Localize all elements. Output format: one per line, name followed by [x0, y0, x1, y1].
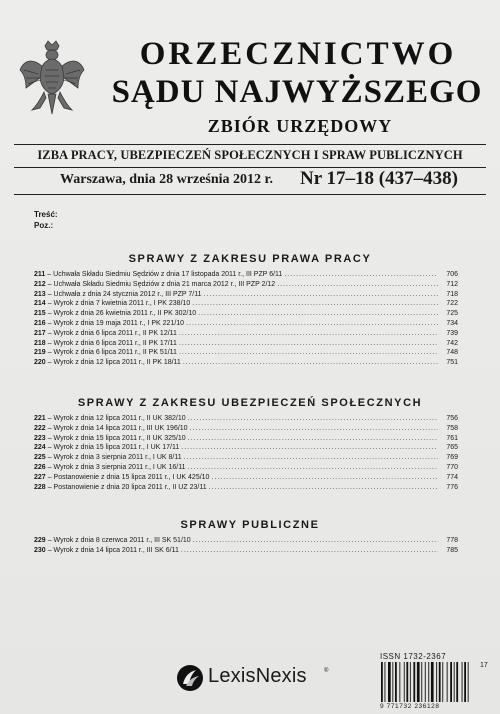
item-page: 734 [446, 319, 458, 327]
item-text: – Uchwała Składu Siedmiu Sędziów z dnia 17 listopada 2011 r., III PZP 6/11 [47, 271, 283, 278]
list-item[interactable] [34, 415, 458, 425]
publisher-logo-text: LexisNexis [208, 665, 307, 687]
list-item[interactable] [34, 425, 458, 435]
leader-dots [179, 330, 438, 337]
item-number: 218 [34, 339, 46, 347]
list-item[interactable] [34, 484, 458, 494]
item-number: 219 [34, 349, 46, 357]
list-item[interactable] [34, 444, 458, 454]
list-item[interactable] [34, 359, 458, 369]
leader-dots [284, 271, 438, 278]
item-text: – Wyrok z dnia 19 maja 2011 r., I PK 221/10 [47, 319, 185, 327]
leader-dots [183, 359, 438, 366]
item-page: 751 [446, 359, 458, 367]
item-number: 213 [34, 290, 46, 298]
item-number: 214 [34, 300, 46, 308]
journal-title-line2: SĄDU NAJWYŻSZEGO [111, 74, 483, 110]
leader-dots [181, 547, 438, 554]
journal-subtitle: ZBIÓR URZĘDOWY [207, 116, 393, 136]
leader-dots [179, 349, 438, 356]
leader-dots [188, 464, 439, 471]
item-page: 770 [446, 463, 458, 471]
list-item[interactable] [34, 320, 458, 330]
item-page: 761 [446, 434, 458, 442]
item-page: 706 [446, 271, 458, 278]
list-item[interactable] [34, 474, 458, 484]
item-number: 211 [34, 271, 46, 278]
list-item[interactable] [34, 300, 458, 310]
item-text: – Wyrok z dnia 15 lipca 2011 r., I UK 17/11 [47, 444, 180, 452]
item-page: 785 [446, 546, 458, 554]
section-title-labour-law: SPRAWY Z ZAKRESU PRAWA PRACY [128, 253, 372, 265]
item-text: – Wyrok z dnia 3 sierpnia 2011 r., I UK 16/11 [47, 463, 186, 471]
leader-dots [188, 435, 438, 442]
item-text: – Postanowienie z dnia 20 lipca 2011 r., II UZ 23/11 [47, 483, 207, 491]
item-number: 224 [34, 444, 46, 452]
leader-dots [179, 340, 438, 347]
issn-label: ISSN 1732-2367 [380, 652, 447, 661]
toc-header [34, 209, 58, 231]
item-text: – Wyrok z dnia 6 lipca 2011 r., II PK 17/11 [47, 339, 177, 347]
item-text: – Uchwała Składu Siedmiu Sędziów z dnia 21 marca 2012 r., III PZP 2/12 [47, 280, 276, 288]
item-number: 227 [34, 473, 46, 481]
item-page: 712 [446, 280, 458, 288]
item-text: – Wyrok z dnia 6 lipca 2011 r., II PK 12/11 [47, 329, 177, 337]
item-number: 225 [34, 454, 46, 462]
item-text: – Uchwała z dnia 24 stycznia 2012 r., III PZP 7/11 [47, 290, 202, 298]
item-page: 718 [446, 290, 458, 298]
registered-mark: ® [324, 668, 329, 674]
item-page: 748 [446, 349, 458, 357]
leader-dots [188, 415, 438, 422]
list-item[interactable] [34, 340, 458, 350]
item-number: 215 [34, 310, 46, 318]
item-number: 220 [34, 359, 46, 367]
polish-eagle-emblem-icon [18, 40, 86, 118]
item-number: 229 [34, 537, 46, 544]
list-item[interactable] [34, 537, 458, 547]
list-item[interactable] [34, 281, 458, 291]
leader-dots [186, 320, 438, 327]
item-page: 778 [446, 537, 458, 544]
item-page: 774 [446, 473, 458, 481]
header-rule-bottom [14, 194, 486, 195]
item-number: 230 [34, 546, 46, 554]
item-text: – Wyrok z dnia 12 lipca 2011 r., II PK 18/11 [47, 359, 181, 367]
item-text: – Wyrok z dnia 12 lipca 2011 r., II UK 382/10 [47, 415, 186, 422]
barcode-issue-number: 17 [480, 662, 488, 669]
list-item[interactable] [34, 435, 458, 445]
section-title-public-matters: SPRAWY PUBLICZNE [180, 519, 320, 531]
leader-dots [181, 444, 438, 451]
list-item[interactable] [34, 464, 458, 474]
section-list-public-matters [34, 537, 458, 557]
item-text: – Wyrok z dnia 26 kwietnia 2011 r., II PK 302/10 [47, 310, 197, 318]
item-page: 722 [446, 300, 458, 308]
leader-dots [277, 281, 438, 288]
list-item[interactable] [34, 271, 458, 281]
item-number: 221 [34, 415, 46, 422]
chamber-name: IZBA PRACY, UBEZPIECZEŃ SPOŁECZNYCH I SPRAW PUBLICZNYCH [37, 148, 463, 162]
list-item[interactable] [34, 547, 458, 557]
item-page: 742 [446, 339, 458, 347]
item-number: 216 [34, 319, 46, 327]
item-number: 222 [34, 424, 46, 432]
item-text: – Wyrok z dnia 6 lipca 2011 r., II PK 51/11 [47, 349, 177, 357]
toc-contents-label: Treść: [34, 210, 58, 219]
item-text: – Wyrok z dnia 8 czerwca 2011 r., III SK 51/10 [47, 537, 191, 544]
section-title-social-insurance: SPRAWY Z ZAKRESU UBEZPIECZEŃ SPOŁECZNYCH [77, 397, 423, 409]
item-page: 776 [446, 483, 458, 491]
item-page: 756 [446, 415, 458, 422]
section-list-labour-law [34, 271, 458, 369]
leader-dots [209, 484, 438, 491]
item-page: 758 [446, 424, 458, 432]
issue-date: Warszawa, dnia 28 września 2012 r. [60, 172, 273, 187]
leader-dots [204, 291, 438, 298]
item-number: 228 [34, 483, 46, 491]
list-item[interactable] [34, 291, 458, 301]
barcode-icon [380, 662, 476, 702]
item-text: – Wyrok z dnia 3 sierpnia 2011 r., I UK 8/11 [47, 454, 182, 462]
issue-number: Nr 17–18 (437–438) [300, 168, 458, 189]
leader-dots [198, 310, 438, 317]
item-page: 725 [446, 310, 458, 318]
item-text: – Postanowienie z dnia 15 lipca 2011 r., I UK 425/10 [47, 473, 210, 481]
item-text: – Wyrok z dnia 14 lipca 2011 r., III UK 196/10 [47, 424, 188, 432]
item-number: 223 [34, 434, 46, 442]
item-page: 739 [446, 329, 458, 337]
list-item[interactable] [34, 454, 458, 464]
leader-dots [190, 425, 438, 432]
leader-dots [193, 537, 438, 544]
item-number: 226 [34, 463, 46, 471]
toc-position-label: Poz.: [34, 221, 54, 230]
lexisnexis-logo-icon [176, 664, 204, 692]
section-list-social-insurance [34, 415, 458, 493]
list-item[interactable] [34, 349, 458, 359]
journal-title-line1: ORZECZNICTWO [139, 36, 457, 72]
item-number: 212 [34, 280, 46, 288]
header-rule-top [14, 144, 486, 145]
item-page: 765 [446, 444, 458, 452]
leader-dots [211, 474, 438, 481]
item-text: – Wyrok z dnia 15 lipca 2011 r., II UK 325/10 [47, 434, 186, 442]
leader-dots [192, 300, 438, 307]
item-text: – Wyrok z dnia 14 lipca 2011 r., III SK 6/11 [47, 546, 179, 554]
item-number: 217 [34, 329, 46, 337]
barcode-number: 9 771732 236128 [380, 703, 440, 710]
list-item[interactable] [34, 310, 458, 320]
item-text: – Wyrok z dnia 7 kwietnia 2011 r., I PK 238/10 [47, 300, 191, 308]
list-item[interactable] [34, 330, 458, 340]
item-page: 769 [446, 454, 458, 462]
leader-dots [184, 454, 438, 461]
